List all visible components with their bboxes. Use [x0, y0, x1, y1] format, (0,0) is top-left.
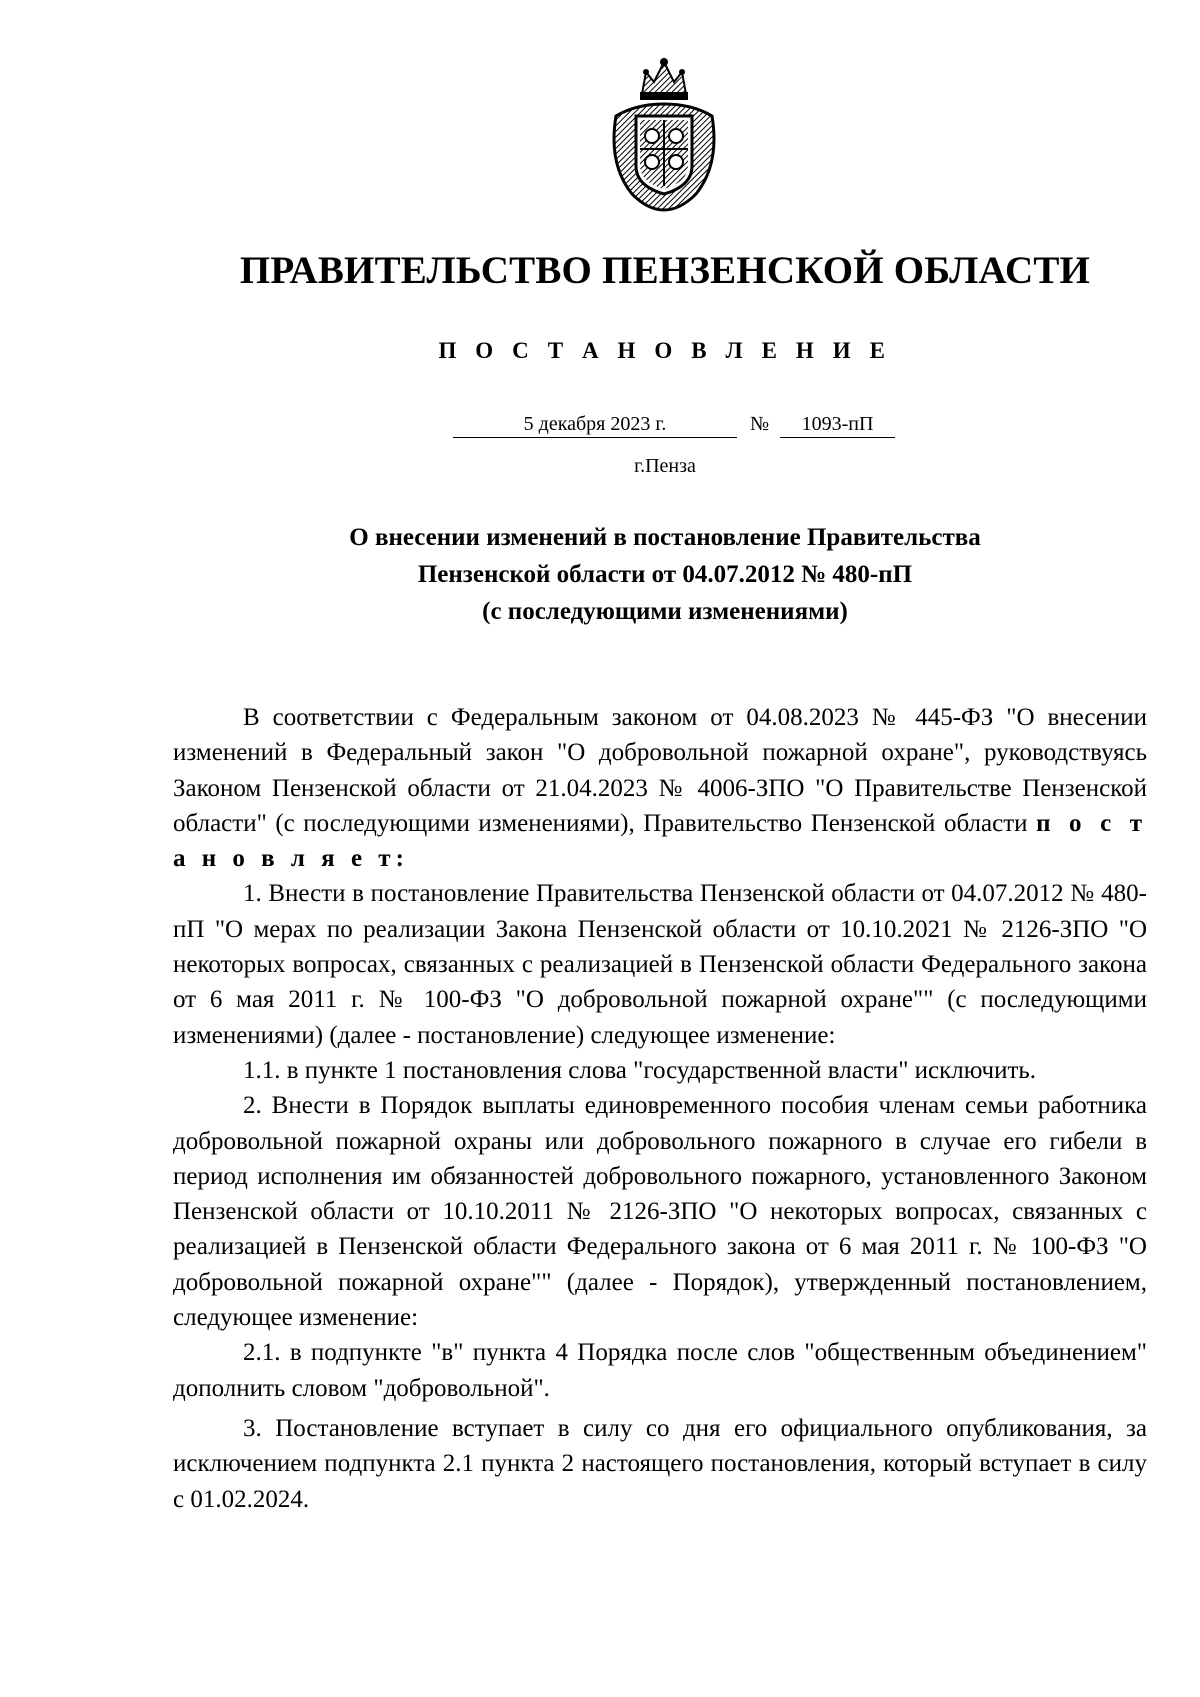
- preamble-paragraph: [173, 700, 1147, 876]
- document-date: 5 декабря 2023 г.: [453, 413, 737, 438]
- document-number: 1093-пП: [780, 413, 895, 438]
- subject-line: Пензенской области от 04.07.2012 № 480-пП: [417, 561, 913, 588]
- paragraph-2-1: 2.1. в подпункте "в" пункта 4 Порядка после слов "общественным объединением" дополнить словом "добровольной".: [173, 1339, 1147, 1402]
- preamble-text: В соответствии с Федеральным законом от 04.08.2023 № 445-ФЗ "О внесении изменений в Федеральный закон "О добровольной пожарной охране", руководствуясь Законом Пензенской области от 21.04.2023 № 4006-ЗПО "О Правительстве Пензенской области" (с последующими изменениями), Правительство Пензенской области: [173, 704, 1147, 837]
- paragraph-1: 1. Внести в постановление Правительства Пензенской области от 04.07.2012 № 480-пП "О мерах по реализации Закона Пензенской области от 10.10.2021 № 2126-ЗПО "О некоторых вопросах, связанных с реализацией в Пензенской области Федерального закона от 6 мая 2011 г. № 100-ФЗ "О добровольной пожарной охране"" (с последующими изменениями) (далее - постановление) следующее изменение:: [173, 880, 1147, 1049]
- paragraph-1-1: 1.1. в пункте 1 постановления слова "государственной власти" исключить.: [243, 1056, 1037, 1084]
- document-body: [173, 700, 1147, 1517]
- paragraph-2: 2. Внести в Порядок выплаты единовременного пособия членам семьи работника добровольной пожарной охраны или добровольного пожарного в случае его гибели в период исполнения им обязанностей добровольного пожарного, установленного Законом Пензенской области от 10.10.2011 № 2126-ЗПО "О некоторых вопросах, связанных с реализацией в Пензенской области Федерального закона от 6 мая 2011 г. № 100-ФЗ "О добровольной пожарной охране"" (далее - Порядок), утвержденный постановлением, следующее изменение:: [173, 1092, 1147, 1332]
- subject-line: (с последующими изменениями): [482, 598, 848, 625]
- document-type: П О С Т А Н О В Л Е Н И Е: [438, 338, 892, 363]
- decree-word: п о с т а н о в л я е т:: [173, 809, 1148, 873]
- city: г.Пенза: [634, 455, 696, 477]
- subject-line: О внесении изменений в постановление Правительства: [349, 524, 981, 551]
- organization-title: ПРАВИТЕЛЬСТВО ПЕНЗЕНСКОЙ ОБЛАСТИ: [239, 249, 1091, 292]
- number-sign: №: [750, 413, 770, 435]
- coat-of-arms-icon: [602, 54, 726, 212]
- paragraph-3: 3. Постановление вступает в силу со дня его официального опубликования, за исключением подпункта 2.1 пункта 2 настоящего постановления, который вступает в силу с 01.02.2024.: [173, 1414, 1147, 1513]
- document-subject: [236, 519, 1094, 630]
